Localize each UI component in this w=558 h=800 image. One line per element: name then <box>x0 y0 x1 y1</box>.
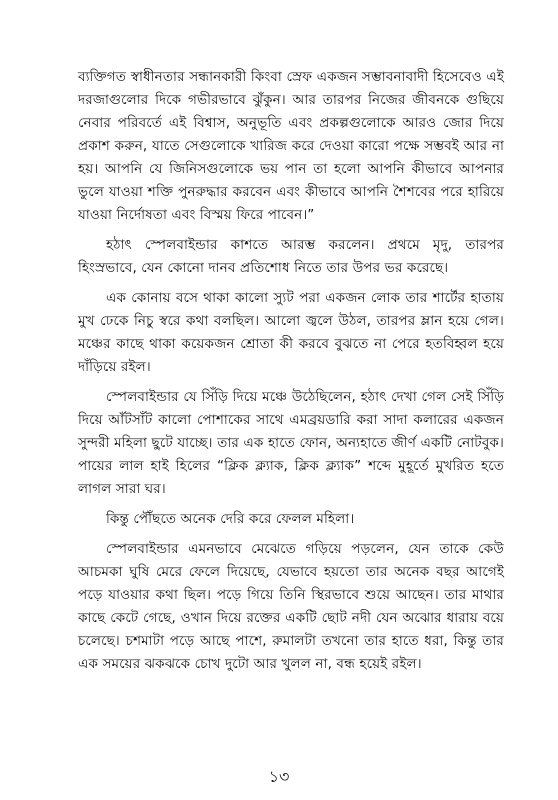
paragraph-6: স্পেলবাইন্ডার এমনভাবে মেঝেতে গড়িয়ে পড়লেন, যেন তাকে কেউ আচমকা ঘুষি মেরে ফেলে দিয়েছে, যেভাবে হয়তো তার অনেক বছর আগেই পড়ে যাওয়ার কথা ছিল। পড়ে গিয়ে তিনি স্থিরভাবে শুয়ে আছেন। তার মাথার কাছে কেটে গেছে, ওখান দিয়ে রক্তের একটি ছোট নদী যেন অঝোর ধারায় বয়ে চলেছে। চশমাটা পড়ে আছে পাশে, রুমালটা তখনো তার হাতে ধরা, কিন্তু তার এক সময়ের ঝকঝকে চোখ দুটো আর খুলল না, বন্ধ হয়েই রইল। <box>78 541 504 672</box>
paragraph-5: কিন্তু পৌঁছতে অনেক দেরি করে ফেলল মহিলা। <box>106 511 355 527</box>
paragraph-1: ব্যক্তিগত স্বাধীনতার সন্ধানকারী কিংবা স্রেফ একজন সম্ভাবনাবাদী হিসেবেও এই দরজাগুলোর দিকে গভীরভাবে ঝুঁকুন। আর তারপর নিজের জীবনকে গুছিয়ে নেবার পরিবর্তে এই বিশ্বাস, অনুভূতি এবং প্রকল্পগুলোকে আরও জোর দিয়ে প্রকাশ করুন, যাতে সেগুলোকে খারিজ করে দেওয়া কারো পক্ষে সম্ভবই আর না হয়। আপনি যে জিনিসগুলোকে ভয় পান তা হলো আপনি কীভাবে আপনার ভুলে যাওয়া শক্তি পুনরুদ্ধার করবেন এবং কীভাবে আপনি শৈশবের পরে হারিয়ে যাওয়া নির্দোষতা এবং বিস্ময় ফিরে পাবেন।” <box>78 69 504 223</box>
page-number: ১৩ <box>268 767 290 786</box>
body-text <box>78 66 504 683</box>
paragraph-3: এক কোনায় বসে থাকা কালো স্যুট পরা একজন লোক তার শার্টের হাতায় মুখ ঢেকে নিচু স্বরে কথা বলছিল। আলো জ্বলে উঠল, তারপর ম্লান হয়ে গেল। মঞ্চের কাছে থাকা কয়েকজন শ্রোতা কী করবে বুঝতে না পেরে হতবিহ্বল হয়ে দাঁড়িয়ে রইল। <box>78 290 504 375</box>
paragraph-2: হঠাৎ স্পেলবাইন্ডার কাশতে আরম্ভ করলেন। প্রথমে মৃদু, তারপর হিংস্রভাবে, যেন কোনো দানব প্রতিশোধ নিতে তার উপর ভর করেছে। <box>78 237 504 276</box>
paragraph-4: স্পেলবাইন্ডার যে সিঁড়ি দিয়ে মঞ্চে উঠেছিলেন, হঠাৎ দেখা গেল সেই সিঁড়ি দিয়ে আঁটসাঁট কালো পোশাকের সাথে এমব্রয়ডারি করা সাদা কলারের একজন সুন্দরী মহিলা ছুটে যাচ্ছে। তার এক হাতে ফোন, অন্যহাতে জীর্ণ একটি নোটবুক। পায়ের লাল হাই হিলের “ক্লিক ক্ল্যাক, ক্লিক ক্ল্যাক” শব্দে মুহূর্তে মুখরিত হতে লাগল সারা ঘর। <box>78 389 504 497</box>
